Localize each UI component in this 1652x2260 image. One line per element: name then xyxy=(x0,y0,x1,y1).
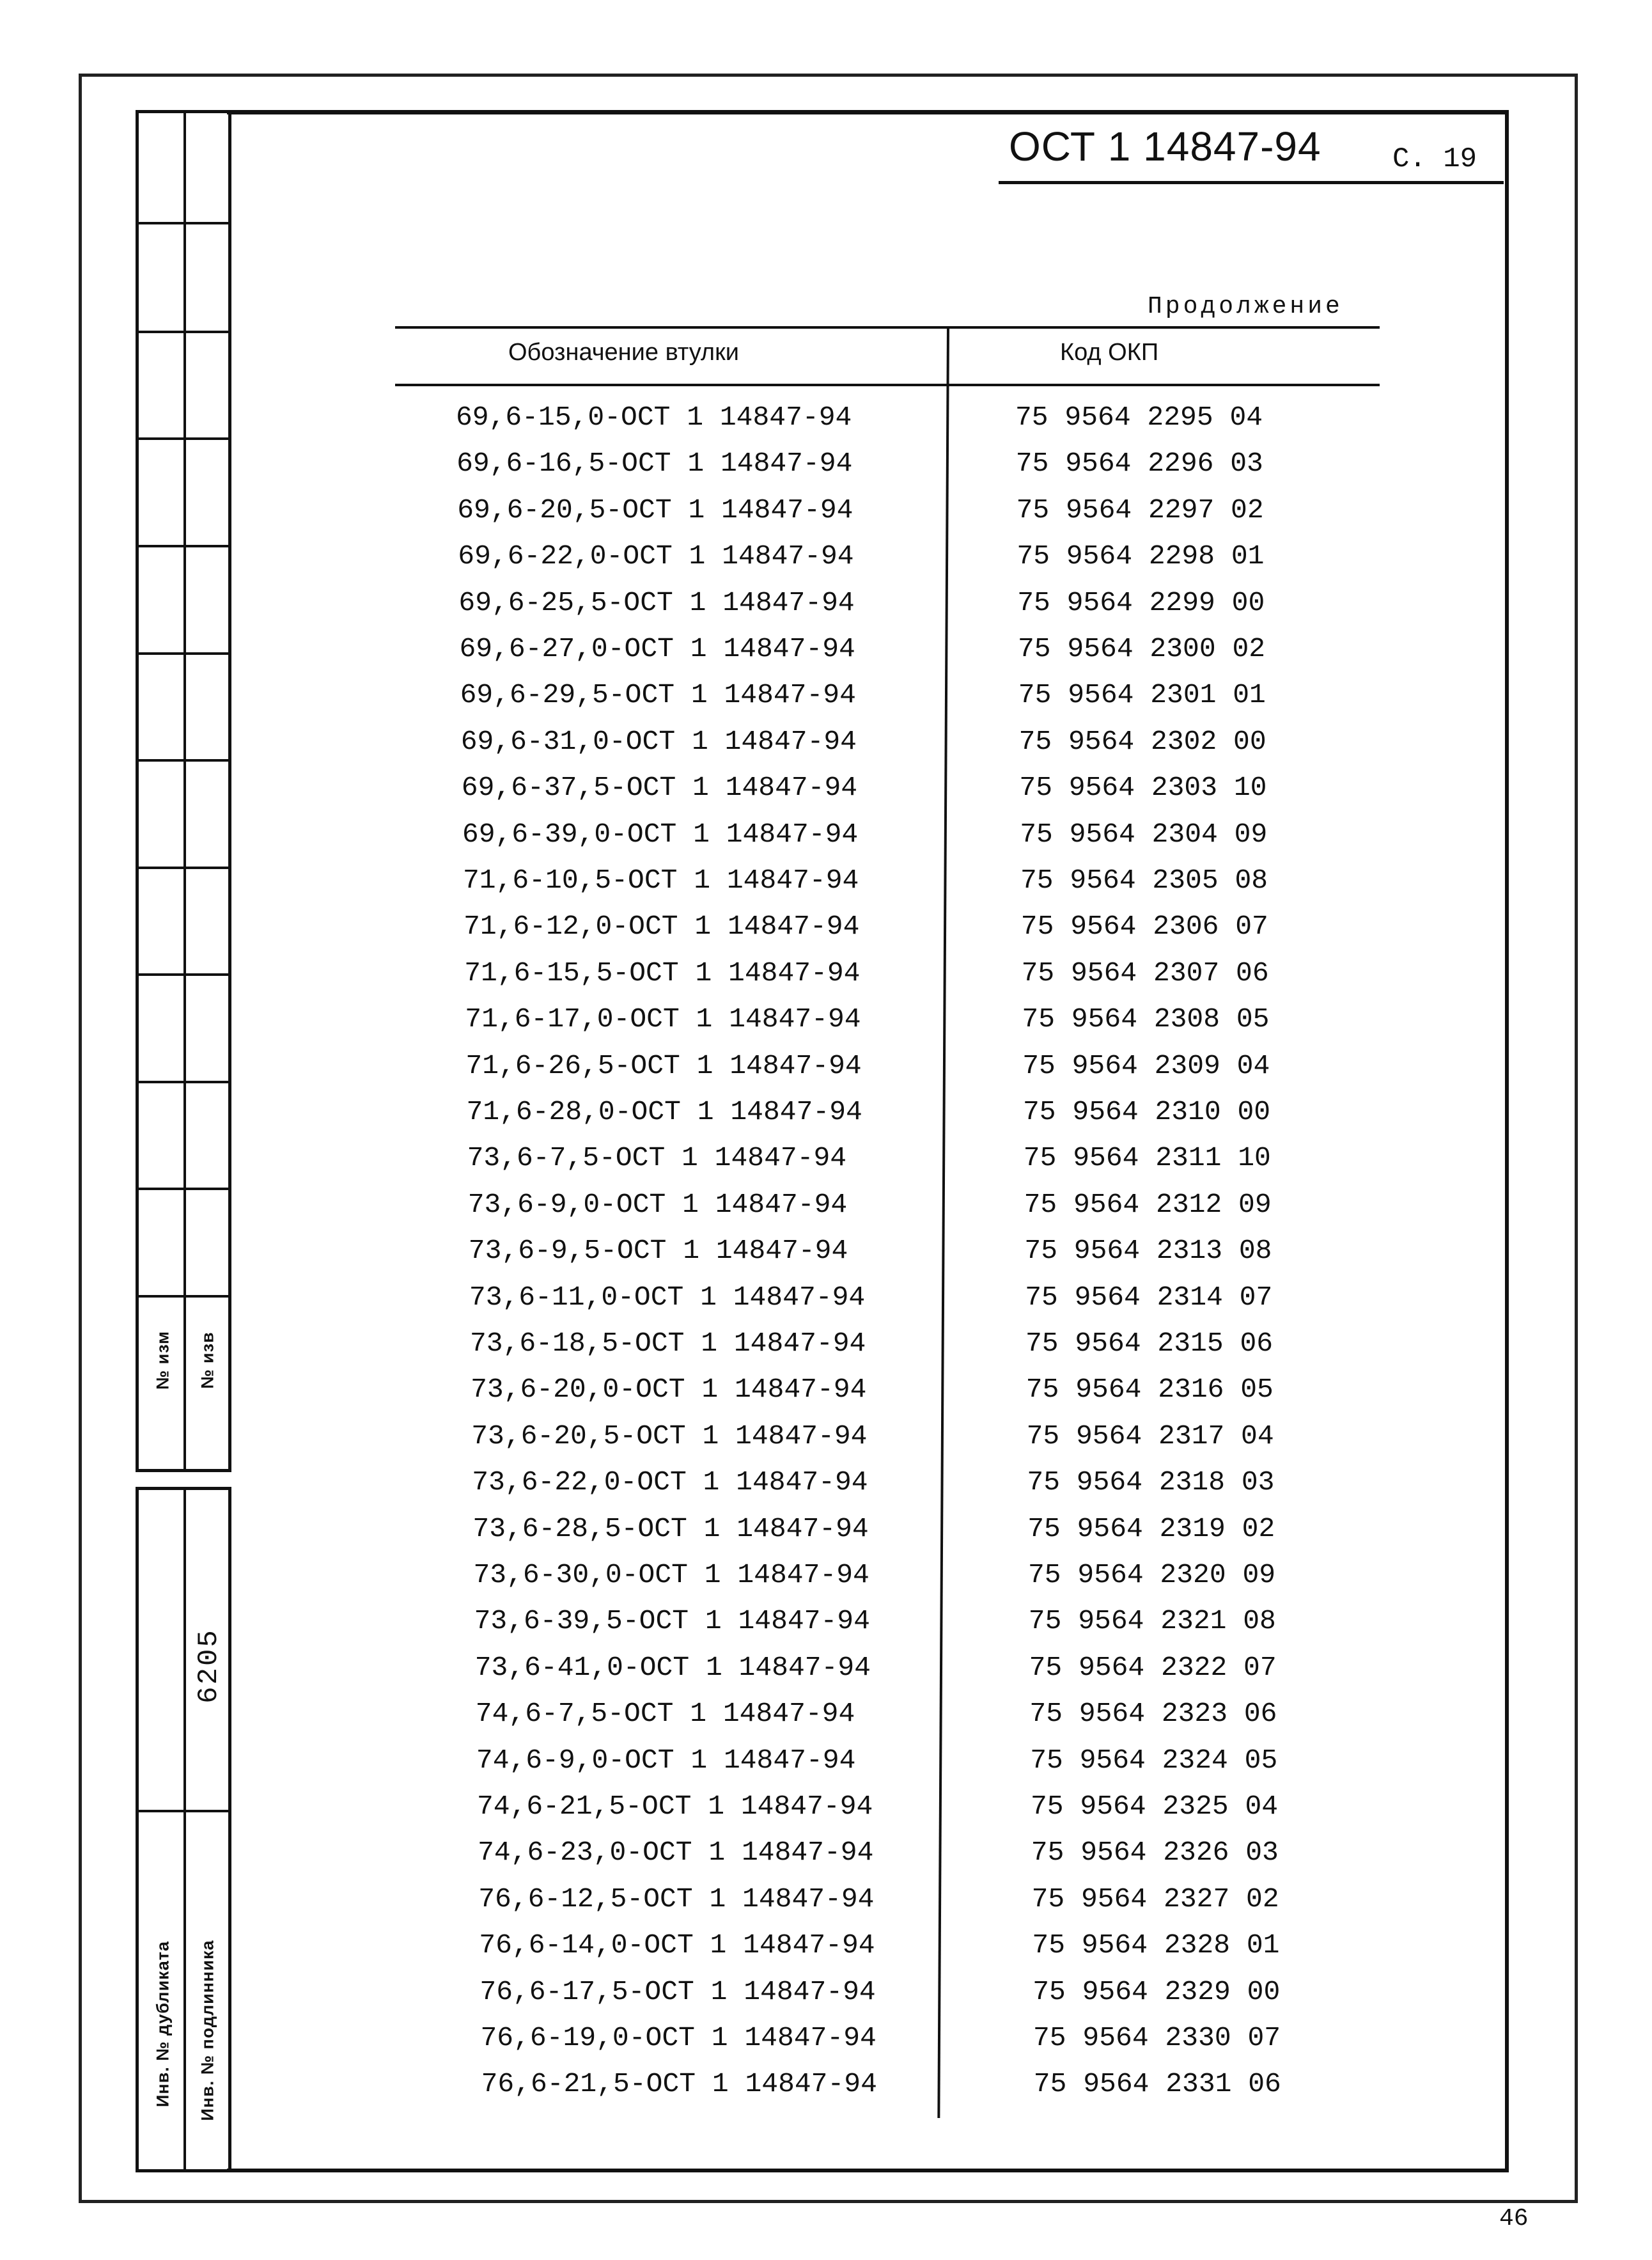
designation-cell: 73,6-20,5-ОСТ 1 14847-94 xyxy=(471,1420,868,1452)
okp-code-cell: 75 9564 2304 09 xyxy=(1020,818,1268,850)
table-top-rule xyxy=(395,326,1380,329)
designation-cell: 73,6-41,0-ОСТ 1 14847-94 xyxy=(474,1651,871,1683)
strip-hline xyxy=(139,652,228,655)
margin-strip-lower xyxy=(136,1487,231,2172)
okp-code-cell: 75 9564 2320 09 xyxy=(1028,1559,1276,1590)
okp-code-cell: 75 9564 2316 05 xyxy=(1025,1374,1274,1406)
okp-code-cell: 75 9564 2296 03 xyxy=(1015,448,1263,480)
okp-code-cell: 75 9564 2299 00 xyxy=(1017,586,1265,618)
designation-cell: 73,6-30,0-ОСТ 1 14847-94 xyxy=(473,1559,869,1590)
designation-cell: 74,6-7,5-ОСТ 1 14847-94 xyxy=(475,1698,855,1730)
okp-code-cell: 75 9564 2310 00 xyxy=(1023,1096,1271,1127)
designation-cell: 71,6-26,5-ОСТ 1 14847-94 xyxy=(465,1049,862,1081)
okp-code-cell: 75 9564 2326 03 xyxy=(1031,1837,1279,1869)
strip-hline xyxy=(139,1081,228,1083)
okp-code-cell: 75 9564 2313 08 xyxy=(1024,1235,1272,1267)
label-inv-podlinnika: Инв. № подлинника xyxy=(198,1940,217,2121)
label-inv-dublikata: Инв. № дубликата xyxy=(153,1941,173,2107)
okp-code-cell: 75 9564 2331 06 xyxy=(1033,2068,1281,2100)
strip-divider xyxy=(183,113,186,1469)
continuation-label: Продолжение xyxy=(1148,293,1343,320)
okp-code-cell: 75 9564 2330 07 xyxy=(1033,2022,1281,2053)
okp-code-cell: 75 9564 2312 09 xyxy=(1024,1188,1272,1220)
okp-code-cell: 75 9564 2322 07 xyxy=(1029,1651,1277,1683)
designation-cell: 71,6-10,5-ОСТ 1 14847-94 xyxy=(463,865,859,896)
okp-code-cell: 75 9564 2298 01 xyxy=(1017,540,1265,572)
okp-code-cell: 75 9564 2305 08 xyxy=(1020,865,1268,896)
strip-hline xyxy=(139,545,228,547)
strip-hline xyxy=(139,437,228,440)
page-label: С. 19 xyxy=(1392,143,1477,175)
designation-cell: 73,6-39,5-ОСТ 1 14847-94 xyxy=(474,1605,870,1637)
column-header-designation: Обозначение втулки xyxy=(508,339,739,366)
strip-hline xyxy=(139,222,228,224)
designation-cell: 69,6-31,0-ОСТ 1 14847-94 xyxy=(460,725,857,757)
document-code: ОСТ 1 14847-94 xyxy=(1009,123,1321,169)
strip-hline xyxy=(139,973,228,976)
label-no-izm: № изм xyxy=(153,1331,173,1390)
okp-code-cell: 75 9564 2318 03 xyxy=(1027,1466,1275,1498)
designation-cell: 73,6-11,0-ОСТ 1 14847-94 xyxy=(469,1281,866,1313)
okp-code-cell: 75 9564 2295 04 xyxy=(1015,402,1263,433)
designation-cell: 69,6-37,5-ОСТ 1 14847-94 xyxy=(461,772,858,804)
title-underline xyxy=(999,181,1504,184)
okp-code-cell: 75 9564 2311 10 xyxy=(1023,1142,1271,1174)
strip-hline xyxy=(139,867,228,869)
designation-cell: 69,6-15,0-ОСТ 1 14847-94 xyxy=(456,402,852,433)
designation-cell: 76,6-17,5-ОСТ 1 14847-94 xyxy=(479,1975,876,2007)
column-header-okp: Код ОКП xyxy=(1060,339,1159,366)
designation-cell: 69,6-39,0-ОСТ 1 14847-94 xyxy=(462,818,859,850)
okp-code-cell: 75 9564 2323 06 xyxy=(1029,1698,1277,1730)
designation-cell: 69,6-29,5-ОСТ 1 14847-94 xyxy=(460,679,856,711)
designation-cell: 74,6-21,5-ОСТ 1 14847-94 xyxy=(477,1791,873,1822)
designation-cell: 69,6-16,5-ОСТ 1 14847-94 xyxy=(456,448,853,480)
sheet-number: 46 xyxy=(1499,2205,1529,2233)
designation-cell: 73,6-28,5-ОСТ 1 14847-94 xyxy=(472,1512,869,1544)
okp-code-cell: 75 9564 2300 02 xyxy=(1018,633,1266,664)
designation-cell: 76,6-14,0-ОСТ 1 14847-94 xyxy=(479,1929,875,1961)
designation-cell: 76,6-21,5-ОСТ 1 14847-94 xyxy=(481,2068,877,2100)
designation-cell: 73,6-9,0-ОСТ 1 14847-94 xyxy=(467,1188,848,1220)
designation-cell: 69,6-22,0-ОСТ 1 14847-94 xyxy=(458,540,854,572)
designation-cell: 73,6-7,5-ОСТ 1 14847-94 xyxy=(467,1142,847,1174)
strip-hline xyxy=(139,1188,228,1190)
strip-hline xyxy=(139,1810,228,1812)
okp-code-cell: 75 9564 2324 05 xyxy=(1030,1744,1278,1776)
okp-code-cell: 75 9564 2314 07 xyxy=(1025,1281,1273,1313)
strip-hline xyxy=(139,1295,228,1298)
designation-cell: 69,6-27,0-ОСТ 1 14847-94 xyxy=(459,633,855,664)
okp-code-cell: 75 9564 2315 06 xyxy=(1025,1328,1274,1359)
okp-code-cell: 75 9564 2317 04 xyxy=(1026,1420,1274,1452)
okp-code-cell: 75 9564 2303 10 xyxy=(1019,772,1267,804)
okp-code-cell: 75 9564 2297 02 xyxy=(1016,494,1264,526)
label-no-izv: № изв xyxy=(198,1331,217,1389)
designation-cell: 76,6-19,0-ОСТ 1 14847-94 xyxy=(480,2022,877,2053)
designation-cell: 69,6-25,5-ОСТ 1 14847-94 xyxy=(458,586,855,618)
designation-cell: 73,6-20,0-ОСТ 1 14847-94 xyxy=(471,1374,867,1406)
designation-cell: 69,6-20,5-ОСТ 1 14847-94 xyxy=(457,494,853,526)
okp-code-cell: 75 9564 2306 07 xyxy=(1020,911,1268,943)
designation-cell: 71,6-15,5-ОСТ 1 14847-94 xyxy=(464,957,861,989)
designation-cell: 74,6-9,0-ОСТ 1 14847-94 xyxy=(476,1744,856,1776)
okp-code-cell: 75 9564 2329 00 xyxy=(1032,1975,1281,2007)
okp-code-cell: 75 9564 2307 06 xyxy=(1021,957,1269,989)
designation-cell: 76,6-12,5-ОСТ 1 14847-94 xyxy=(478,1883,875,1915)
margin-strip-upper xyxy=(136,110,231,1472)
okp-code-cell: 75 9564 2308 05 xyxy=(1022,1003,1270,1035)
okp-code-cell: 75 9564 2319 02 xyxy=(1027,1512,1275,1544)
strip-divider xyxy=(183,1490,186,2169)
strip-hline xyxy=(139,759,228,762)
okp-code-cell: 75 9564 2301 01 xyxy=(1018,679,1266,711)
okp-code-cell: 75 9564 2327 02 xyxy=(1031,1883,1279,1915)
designation-cell: 71,6-28,0-ОСТ 1 14847-94 xyxy=(466,1096,862,1127)
okp-code-cell: 75 9564 2328 01 xyxy=(1032,1929,1280,1961)
header-bottom-rule xyxy=(395,384,1380,386)
designation-cell: 73,6-9,5-ОСТ 1 14847-94 xyxy=(468,1235,848,1267)
okp-code-cell: 75 9564 2309 04 xyxy=(1022,1049,1270,1081)
okp-code-cell: 75 9564 2302 00 xyxy=(1018,725,1266,757)
designation-cell: 73,6-22,0-ОСТ 1 14847-94 xyxy=(472,1466,868,1498)
okp-code-cell: 75 9564 2321 08 xyxy=(1028,1605,1276,1637)
designation-cell: 71,6-12,0-ОСТ 1 14847-94 xyxy=(464,911,860,943)
okp-code-cell: 75 9564 2325 04 xyxy=(1031,1791,1279,1822)
designation-cell: 71,6-17,0-ОСТ 1 14847-94 xyxy=(465,1003,861,1035)
designation-cell: 74,6-23,0-ОСТ 1 14847-94 xyxy=(478,1837,874,1869)
podlinnik-number: 6205 xyxy=(193,1628,225,1704)
designation-cell: 73,6-18,5-ОСТ 1 14847-94 xyxy=(470,1328,866,1359)
strip-hline xyxy=(139,331,228,333)
